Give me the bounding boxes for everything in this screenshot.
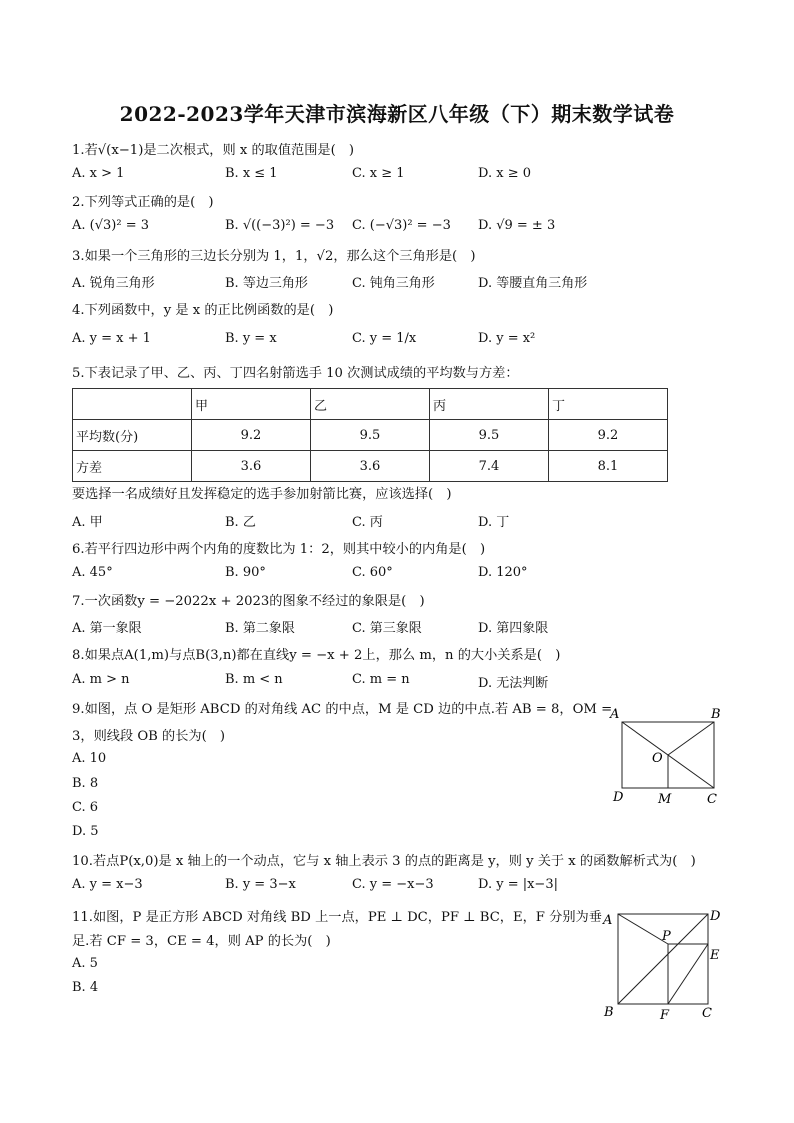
table-row-label: 方差 <box>73 451 192 482</box>
page-title: 2022-2023学年天津市滨海新区八年级（下）期末数学试卷 <box>119 102 675 126</box>
table-cell: 7.4 <box>430 451 549 482</box>
table-cell: 9.2 <box>192 420 311 451</box>
label-o: O <box>652 751 663 766</box>
question-5-option-a: A. 甲 <box>72 515 103 530</box>
question-9-option-b: B. 8 <box>72 776 99 791</box>
rectangle-figure <box>600 700 730 812</box>
question-2-option-b: B. √((−3)²) = −3 <box>225 218 335 233</box>
question-3-stem: 3.如果一个三角形的三边长分别为 1，1，√2，那么这个三角形是( ) <box>72 249 476 264</box>
question-6-option-b: B. 90° <box>225 565 266 580</box>
question-5-question: 要选择一名成绩好且发挥稳定的选手参加射箭比赛，应该选择( ) <box>72 487 452 502</box>
table-cell: 9.5 <box>311 420 430 451</box>
label-c: C <box>702 1006 712 1021</box>
question-6-option-c: C. 60° <box>352 565 393 580</box>
question-9-option-a: A. 10 <box>72 751 107 766</box>
score-table <box>72 388 668 482</box>
question-7-option-b: B. 第二象限 <box>225 621 295 636</box>
question-1-stem: 1.若√(x−1)是二次根式，则 x 的取值范围是( ) <box>72 143 355 158</box>
question-8-stem: 8.如果点A(1,m)与点B(3,n)都在直线y = −x + 2上，那么 m，n 的大小关系是( ) <box>72 648 561 663</box>
question-11-stem-line-2: 足.若 CF = 3，CE = 4，则 AP 的长为( ) <box>72 934 331 949</box>
table-row-label: 平均数(分) <box>73 420 192 451</box>
label-d: D <box>613 790 624 805</box>
label-a: A <box>603 913 613 928</box>
table-cell: 3.6 <box>311 451 430 482</box>
table-header-cell: 丙 <box>430 389 549 420</box>
question-6-option-d: D. 120° <box>478 565 528 580</box>
question-5-stem: 5.下表记录了甲、乙、丙、丁四名射箭选手 10 次测试成绩的平均数与方差： <box>72 366 519 381</box>
label-b: B <box>604 1005 614 1020</box>
question-2-option-c: C. (−√3)² = −3 <box>352 218 451 233</box>
question-4-stem: 4.下列函数中，y 是 x 的正比例函数的是( ) <box>72 303 334 318</box>
label-f: F <box>660 1008 670 1023</box>
label-c: C <box>707 792 717 807</box>
question-6-stem: 6.若平行四边形中两个内角的度数比为 1：2，则其中较小的内角是( ) <box>72 542 486 557</box>
question-1-option-a: A. x > 1 <box>72 166 125 181</box>
question-5-option-c: C. 丙 <box>352 515 383 530</box>
table-header-cell: 乙 <box>311 389 430 420</box>
question-8-option-b: B. m < n <box>225 672 283 687</box>
question-10-stem: 10.若点P(x,0)是 x 轴上的一个动点，它与 x 轴上表示 3 的点的距离是 y，则 y 关于 x 的函数解析式为( ) <box>72 854 696 869</box>
question-3-option-d: D. 等腰直角三角形 <box>478 276 588 291</box>
question-8-option-c: C. m = n <box>352 672 410 687</box>
table-cell: 9.2 <box>549 420 668 451</box>
label-d: D <box>710 909 721 924</box>
question-11-option-b: B. 4 <box>72 980 99 995</box>
question-7-stem: 7.一次函数y = −2022x + 2023的图象不经过的象限是( ) <box>72 594 425 609</box>
table-header-row <box>73 389 668 420</box>
question-8-option-a: A. m > n <box>72 672 130 687</box>
diagonal-bd <box>618 914 708 1004</box>
question-4-option-a: A. y = x + 1 <box>72 331 151 346</box>
table-header-cell <box>73 389 192 420</box>
question-1-option-d: D. x ≥ 0 <box>478 166 531 181</box>
segment-ap <box>618 914 668 944</box>
label-b: B <box>711 707 721 722</box>
question-3-option-c: C. 钝角三角形 <box>352 276 435 291</box>
label-a: A <box>610 707 620 722</box>
question-1-option-c: C. x ≥ 1 <box>352 166 405 181</box>
question-1-option-b: B. x ≤ 1 <box>225 166 278 181</box>
question-10-option-a: A. y = x−3 <box>72 877 143 892</box>
question-10-option-c: C. y = −x−3 <box>352 877 434 892</box>
table-row <box>73 420 668 451</box>
question-3-option-b: B. 等边三角形 <box>225 276 308 291</box>
question-9-stem-line-2: 3，则线段 OB 的长为( ) <box>72 729 226 744</box>
question-7-option-c: C. 第三象限 <box>352 621 422 636</box>
table-cell: 8.1 <box>549 451 668 482</box>
question-9-stem-line-1: 9.如图，点 O 是矩形 ABCD 的对角线 AC 的中点，M 是 CD 边的中点.若 AB = 8，OM = <box>72 702 613 717</box>
question-5-option-b: B. 乙 <box>225 515 256 530</box>
label-m: M <box>658 792 672 807</box>
question-8-option-d: D. 无法判断 <box>478 676 549 691</box>
table-row <box>73 451 668 482</box>
segment-ef <box>668 944 708 1004</box>
question-3-option-a: A. 锐角三角形 <box>72 276 155 291</box>
segment-ob <box>668 722 714 755</box>
question-2-option-a: A. (√3)² = 3 <box>72 218 149 233</box>
question-10-option-b: B. y = 3−x <box>225 877 296 892</box>
label-p: P <box>662 929 671 944</box>
question-7-option-d: D. 第四象限 <box>478 621 549 636</box>
question-2-stem: 2.下列等式正确的是( ) <box>72 195 214 210</box>
label-e: E <box>710 948 720 963</box>
question-4-option-b: B. y = x <box>225 331 277 346</box>
question-10-option-d: D. y = |x−3| <box>478 877 558 892</box>
question-11-stem-line-1: 11.如图，P 是正方形 ABCD 对角线 BD 上一点，PE ⊥ DC，PF ⊥ BC，E，F 分别为垂 <box>72 910 602 925</box>
table-header-cell: 甲 <box>192 389 311 420</box>
question-4-option-d: D. y = x² <box>478 331 536 346</box>
question-9-option-d: D. 5 <box>72 824 99 839</box>
question-2-option-d: D. √9 = ± 3 <box>478 218 556 233</box>
table-cell: 3.6 <box>192 451 311 482</box>
question-7-option-a: A. 第一象限 <box>72 621 142 636</box>
question-5-option-d: D. 丁 <box>478 515 510 530</box>
question-4-option-c: C. y = 1/x <box>352 331 417 346</box>
square-figure <box>598 904 730 1024</box>
question-11-option-a: A. 5 <box>72 956 98 971</box>
table-cell: 9.5 <box>430 420 549 451</box>
table-header-cell: 丁 <box>549 389 668 420</box>
question-9-option-c: C. 6 <box>72 800 99 815</box>
question-6-option-a: A. 45° <box>72 565 113 580</box>
